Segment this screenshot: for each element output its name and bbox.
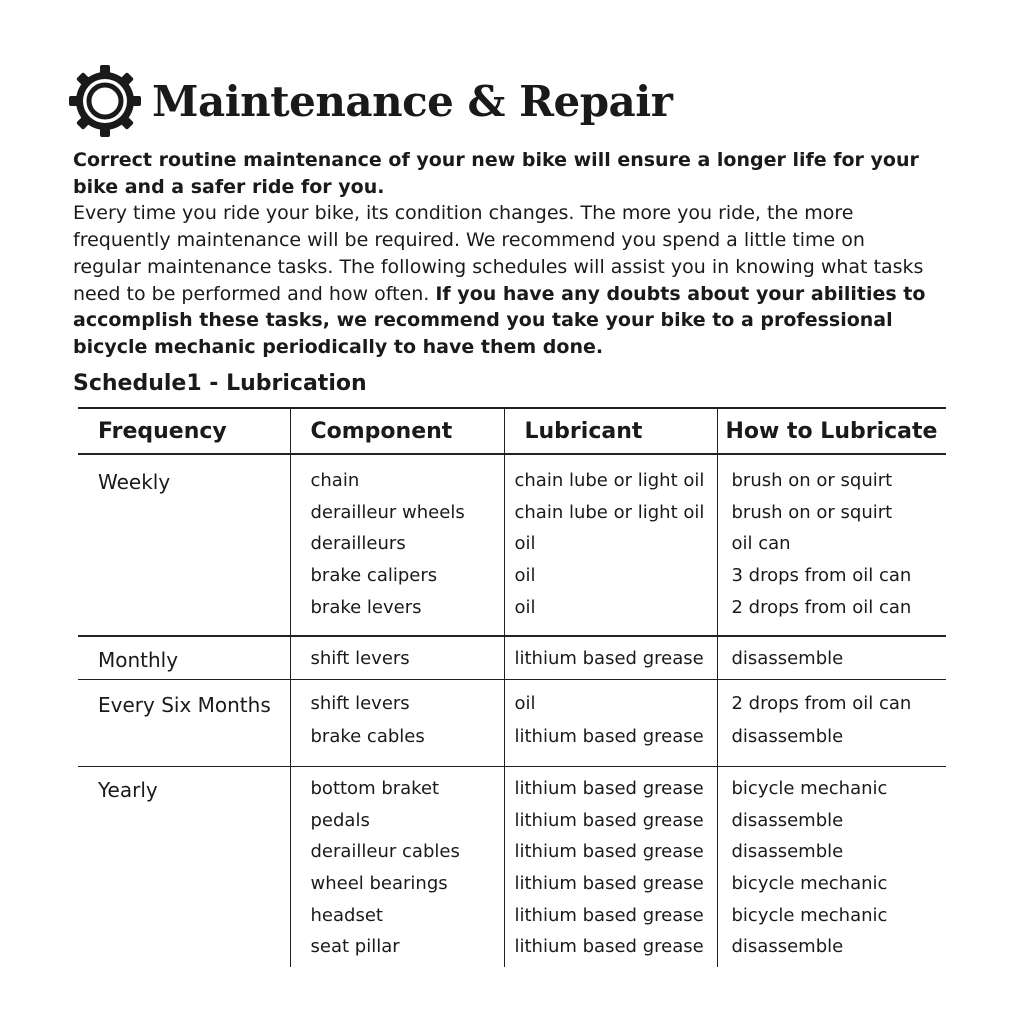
method-item: bicycle mechanic [731,778,888,799]
method-item: brush on or squirt [731,470,893,491]
header-method: How to Lubricate [717,408,946,454]
intro-emphasis: If you have any doubts about your abilities to accomplish these tasks, we recommend you take your bike to a professional bicycle mechanic periodically to have them done. [73,282,926,358]
intro-lead: Correct routine maintenance of your new bike will ensure a longer life for your bike and a safer ride for you. [73,149,919,198]
method-cell [717,636,946,680]
lubricant-item: lithium based grease [514,809,704,831]
lubricant-item: lithium based grease [514,873,704,895]
intro-body: Every time you ride your bike, its condition changes. The more you ride, the more frequently maintenance will be required. We recommend you spend a little time on regular maintenance tasks. The following schedules will assist you in knowing what tasks need to be performed and how often. [73,202,924,305]
lubricant-item: lithium based grease [514,726,704,747]
method-item: 2 drops from oil can [731,693,912,714]
component-item: brake cables [310,726,425,747]
lubricant-item: lithium based grease [514,778,704,799]
frequency-cell: Yearly [98,778,158,802]
lubricant-item: chain lube or light oil [514,501,705,523]
lubricant-item: lithium based grease [514,904,704,926]
lubricant-item: chain lube or light oil [514,470,705,491]
lubricant-item: oil [514,596,536,618]
table-row [78,454,946,636]
component-item: brake calipers [310,565,438,587]
component-item: headset [310,904,383,926]
lubricant-cell [504,636,717,680]
method-item: bicycle mechanic [731,904,888,926]
component-item: pedals [310,809,370,831]
table-row [78,767,946,968]
component-item: shift levers [310,648,410,669]
component-item: derailleurs [310,533,406,555]
method-item: disassemble [731,809,844,831]
method-item: disassemble [731,841,844,863]
lubrication-table [78,407,946,967]
method-item: brush on or squirt [731,501,893,523]
header-lubricant: Lubricant [504,408,717,454]
frequency-cell: Every Six Months [78,680,290,767]
component-item: shift levers [310,693,410,714]
frequency-cell: Weekly [78,454,290,636]
gear-icon [68,64,142,138]
component-item: chain [310,470,360,491]
frequency-cell: Monthly [78,636,290,680]
component-item: derailleur cables [310,841,460,863]
method-item: 2 drops from oil can [731,596,912,618]
lubricant-item: oil [514,693,536,714]
component-cell [290,454,504,636]
page-header [68,64,672,138]
method-cell [717,680,946,767]
lubricant-item: lithium based grease [514,936,704,958]
header-frequency: Frequency [78,408,290,454]
lubricant-cell [504,680,717,767]
table-row [78,680,946,767]
method-item: oil can [731,533,791,555]
component-item: seat pillar [310,936,400,958]
page-title: Maintenance & Repair [152,76,673,126]
component-cell [290,767,504,968]
method-item: bicycle mechanic [731,873,888,895]
lubricant-item: oil [514,533,536,555]
lubricant-cell [504,454,717,636]
component-item: bottom braket [310,778,440,799]
component-item: wheel bearings [310,873,448,895]
method-item: 3 drops from oil can [731,565,912,587]
component-item: derailleur wheels [310,501,465,523]
lubricant-item: lithium based grease [514,841,704,863]
intro-paragraph [73,147,933,361]
table-row [78,636,946,680]
schedule-title: Schedule1 - Lubrication [73,371,367,396]
method-item: disassemble [731,648,844,669]
lubricant-item: lithium based grease [514,648,704,669]
header-component: Component [290,408,504,454]
method-item: disassemble [731,936,844,958]
component-item: brake levers [310,596,422,618]
lubricant-cell [504,767,717,968]
component-cell [290,636,504,680]
method-item: disassemble [731,726,844,747]
method-cell [717,767,946,968]
component-cell [290,680,504,767]
lubricant-item: oil [514,565,536,587]
method-cell [717,454,946,636]
table-header-row [78,408,946,454]
